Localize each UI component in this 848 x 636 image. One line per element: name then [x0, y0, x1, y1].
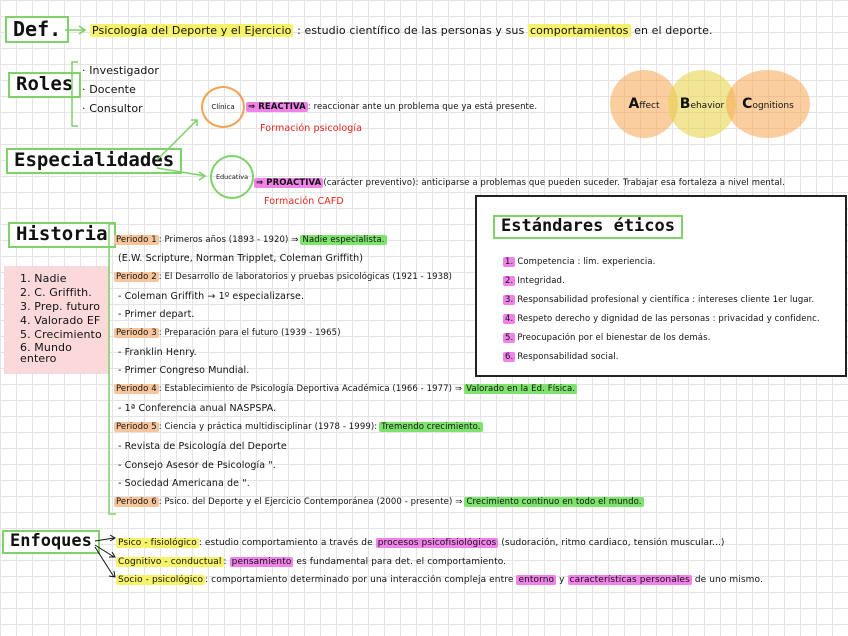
historia-line — [118, 309, 195, 320]
periodo-label: Periodo 1 — [116, 235, 157, 245]
periodo-label: Periodo 4 — [116, 384, 157, 394]
educativa-formacion: Formación CAFD — [264, 196, 344, 207]
periodo-label: Periodo 5 — [116, 422, 157, 432]
def-label: Def. — [5, 16, 69, 43]
clinica-description — [246, 102, 537, 112]
role-item: · Investigador — [82, 64, 159, 77]
brace-icon — [68, 60, 80, 130]
venn-affect-rest: ffect — [639, 101, 660, 111]
historia-line — [118, 291, 304, 302]
legend-item: 1. Nadie — [20, 272, 67, 285]
estandares-box — [475, 195, 847, 377]
enfoque-text: : — [223, 557, 227, 567]
role-item: · Consultor — [82, 102, 143, 115]
enfoque-cognitivo — [116, 557, 506, 567]
historia-highlight: Valorado en la Ed. Física. — [466, 384, 576, 394]
periodo-label: Periodo 3 — [116, 328, 157, 338]
historia-line — [118, 478, 250, 489]
historia-text: : Psico. del Deporte y el Ejercicio Contemporánea (2000 - presente) ⇒ — [158, 497, 463, 507]
enfoques-label: Enfoques — [2, 530, 100, 554]
estandares-title: Estándares éticos — [493, 215, 683, 239]
estandar-number: 1. — [505, 257, 514, 267]
branch-arrows-icon — [155, 110, 215, 190]
historia-label: Historia — [8, 222, 116, 248]
historia-text: - Franklin Henry. — [118, 347, 197, 358]
historia-line — [114, 497, 644, 507]
historia-highlight: Crecimiento continuo en todo el mundo. — [466, 497, 642, 507]
estandar-text: Respeto derecho y dignidad de las personas : privacidad y confidenc. — [517, 314, 820, 324]
historia-text: : Establecimiento de Psicología Deportiva Académica (1966 - 1977) ⇒ — [158, 384, 463, 394]
historia-line — [118, 347, 197, 358]
historia-text: - 1ª Conferencia anual NASPSPA. — [118, 403, 277, 414]
educativa-description — [254, 178, 785, 188]
historia-text: : El Desarrollo de laboratorios y pruebas psicológicas (1921 - 1938) — [158, 272, 453, 282]
historia-line — [118, 403, 276, 414]
legend-item: 3. Prep. futuro — [20, 300, 101, 313]
def-highlight: comportamientos — [529, 24, 629, 37]
estandar-number: 3. — [505, 295, 514, 305]
historia-line — [118, 365, 249, 376]
estandar-number: 2. — [505, 276, 514, 286]
clinica-text: : reaccionar ante un problema que ya está presente. — [307, 102, 538, 112]
historia-text: : Ciencia y práctica multidisciplinar (1978 - 1999): — [158, 422, 378, 432]
estandar-item — [503, 333, 710, 343]
estandar-text: Integridad. — [517, 276, 565, 286]
proactiva-tag: ⇒ PROACTIVA — [256, 178, 322, 188]
enfoque-text: es fundamental para det. el comportamiento. — [296, 557, 507, 567]
historia-highlight: Tremendo crecimiento. — [381, 422, 481, 432]
venn-cognitions-rest: ognitions — [752, 101, 794, 111]
enfoques-arrows-icon — [94, 535, 118, 581]
estandar-number: 4. — [505, 314, 514, 324]
historia-line — [118, 460, 276, 471]
especialidades-label: Especialidades — [6, 148, 182, 174]
enfoque-text: de uno mismo. — [694, 575, 763, 585]
def-text-2: en el deporte. — [634, 24, 713, 37]
legend-item: 5. Crecimiento — [20, 328, 102, 341]
historia-text: - Revista de Psicología del Deporte — [118, 441, 287, 452]
legend-item: 2. C. Griffith. — [20, 286, 92, 299]
enfoque-highlight: procesos psicofisiológicos — [377, 538, 497, 548]
enfoque-tag: Cognitivo - conductual — [118, 557, 222, 567]
historia-text: : Preparación para el futuro (1939 - 1965) — [158, 328, 341, 338]
historia-line — [118, 253, 363, 264]
def-sentence — [90, 24, 713, 37]
enfoque-text: : comportamiento determinado por una interacción compleja entre — [205, 575, 514, 585]
roles-label: Roles — [8, 72, 81, 98]
enfoque-tag: Socio - psicológico — [118, 575, 204, 585]
enfoque-text: (sudoración, ritmo cardiaco, tensión muscular...) — [501, 538, 725, 548]
venn-behavior-initial: B — [679, 96, 691, 112]
historia-text: - Sociedad Americana de ". — [118, 478, 250, 489]
historia-highlight: Nadie especialista. — [302, 235, 385, 245]
estandar-number: 6. — [505, 352, 514, 362]
historia-text: - Coleman Griffith → 1º especializarse. — [118, 291, 305, 302]
role-item: · Docente — [82, 83, 136, 96]
estandar-item — [503, 352, 619, 362]
historia-text: : Primeros años (1893 - 1920) ⇒ — [158, 235, 299, 245]
estandar-text: Responsabilidad social. — [517, 352, 619, 362]
periodo-label: Periodo 2 — [116, 272, 157, 282]
enfoque-highlight: pensamiento — [231, 557, 292, 567]
legend-item: 4. Valorado EF — [20, 314, 101, 327]
educativa-text: (carácter preventivo): anticiparse a problemas que pueden suceder. Trabajar esa fortaleza a nivel mental. — [323, 178, 785, 188]
enfoque-text: y — [559, 575, 565, 585]
historia-text: (E.W. Scripture, Norman Tripplet, Coleman Griffith) — [118, 253, 364, 264]
estandar-item — [503, 314, 820, 324]
def-text-1: : estudio científico de las personas y sus — [297, 24, 525, 37]
estandar-text: Preocupación por el bienestar de los demás. — [517, 333, 711, 343]
arrow-icon — [64, 24, 88, 36]
reactiva-tag: ⇒ REACTIVA — [248, 102, 306, 112]
historia-line — [118, 441, 287, 452]
estandar-number: 5. — [505, 333, 514, 343]
enfoque-psicofisiologico — [116, 538, 725, 548]
historia-line — [114, 272, 452, 282]
educativa-circle: Educativa — [210, 155, 254, 199]
enfoque-highlight: entorno — [518, 575, 555, 585]
historia-text: - Primer Congreso Mundial. — [118, 365, 250, 376]
estandar-text: Competencia : lim. experiencia. — [517, 257, 656, 267]
clinica-formacion: Formación psicología — [260, 123, 363, 134]
enfoque-highlight: características personales — [569, 575, 690, 585]
historia-brace-icon — [104, 222, 118, 517]
venn-affect-initial: A — [628, 96, 640, 112]
clinica-circle: Clínica — [201, 86, 245, 128]
enfoque-tag: Psico - fisiológico — [118, 538, 197, 548]
estandar-item — [503, 295, 814, 305]
estandar-text: Responsabilidad profesional y científica : intereses cliente 1er lugar. — [517, 295, 815, 305]
periodo-label: Periodo 6 — [116, 497, 157, 507]
historia-text: - Primer depart. — [118, 309, 195, 320]
estandar-item — [503, 276, 565, 286]
historia-line — [114, 328, 341, 338]
historia-line — [114, 384, 577, 394]
historia-legend — [4, 266, 110, 374]
historia-text: - Consejo Asesor de Psicología ". — [118, 460, 276, 471]
estandar-item — [503, 257, 655, 267]
venn-behavior-rest: ehavior — [690, 101, 725, 111]
venn-cognitions — [726, 70, 810, 138]
historia-line — [114, 235, 387, 245]
venn-cognitions-initial: C — [742, 96, 753, 112]
historia-line — [114, 422, 483, 432]
enfoque-socio — [116, 575, 763, 585]
legend-item: 6. Mundo entero — [20, 341, 72, 365]
enfoque-text: : estudio comportamiento a través de — [198, 538, 373, 548]
def-term: Psicología del Deporte y el Ejercicio — [92, 24, 292, 37]
